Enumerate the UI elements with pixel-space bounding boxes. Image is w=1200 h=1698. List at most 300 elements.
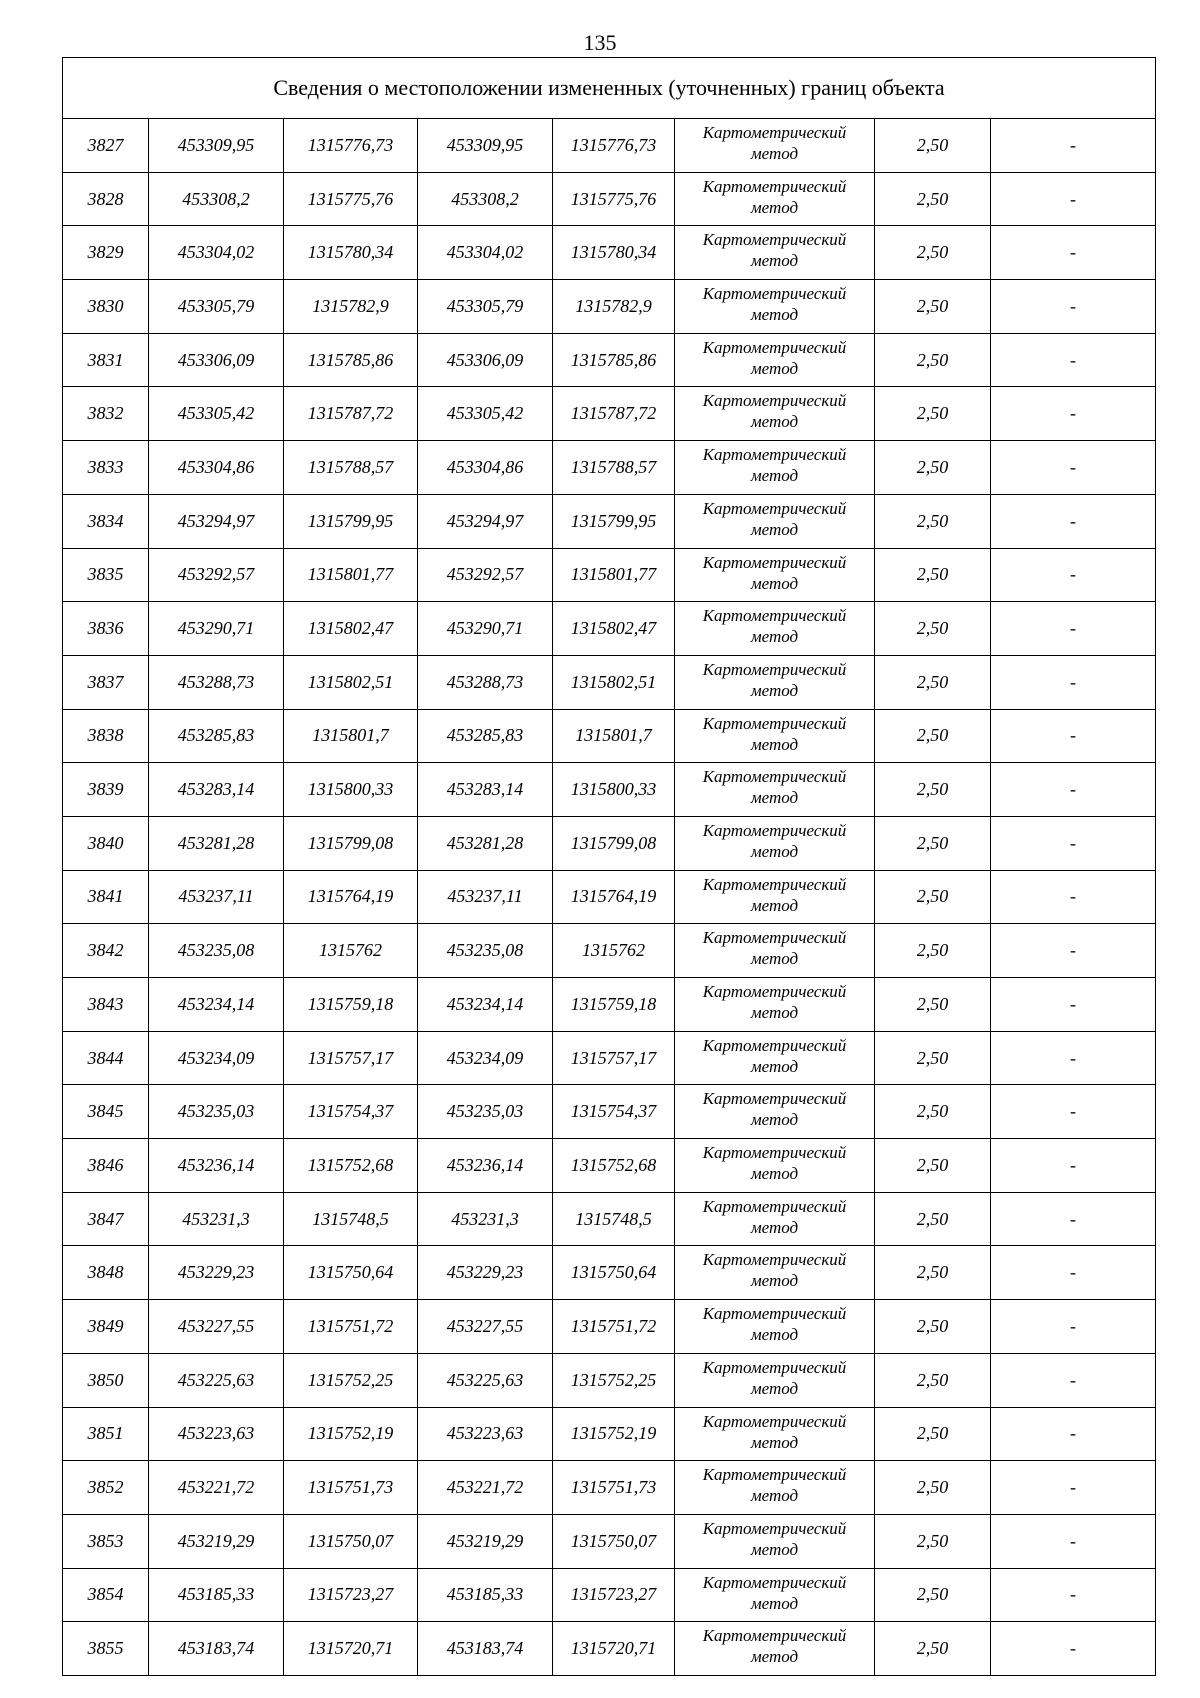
x-refined-cell: 453183,74 <box>418 1622 553 1676</box>
accuracy-cell: 2,50 <box>875 1031 991 1085</box>
method-line-2: метод <box>750 1217 799 1237</box>
method-cell <box>675 280 875 334</box>
y-existing-cell: 1315775,76 <box>284 172 418 226</box>
method-cell <box>675 816 875 870</box>
method-cell <box>675 333 875 387</box>
point-number-cell: 3854 <box>63 1568 149 1622</box>
method-line-2: метод <box>750 1432 799 1452</box>
table-title-row <box>63 58 1156 119</box>
y-existing-cell: 1315788,57 <box>284 441 418 495</box>
method-line-2: метод <box>750 412 799 432</box>
description-cell: - <box>991 602 1156 656</box>
x-refined-cell: 453304,02 <box>418 226 553 280</box>
x-refined-cell: 453306,09 <box>418 333 553 387</box>
accuracy-cell: 2,50 <box>875 1246 991 1300</box>
description-cell: - <box>991 1568 1156 1622</box>
method-line-2: метод <box>750 895 799 915</box>
description-cell: - <box>991 816 1156 870</box>
x-existing-cell: 453234,14 <box>149 978 284 1032</box>
x-refined-cell: 453292,57 <box>418 548 553 602</box>
description-cell: - <box>991 387 1156 441</box>
x-refined-cell: 453221,72 <box>418 1461 553 1515</box>
accuracy-cell: 2,50 <box>875 763 991 817</box>
point-number-cell: 3829 <box>63 226 149 280</box>
x-refined-cell: 453308,2 <box>418 172 553 226</box>
point-number-cell: 3848 <box>63 1246 149 1300</box>
description-cell: - <box>991 548 1156 602</box>
method-cell <box>675 1514 875 1568</box>
method-line-1: Картометрический <box>702 606 847 626</box>
x-refined-cell: 453236,14 <box>418 1139 553 1193</box>
x-existing-cell: 453308,2 <box>149 172 284 226</box>
x-refined-cell: 453234,14 <box>418 978 553 1032</box>
table-row <box>63 333 1156 387</box>
x-refined-cell: 453283,14 <box>418 763 553 817</box>
method-line-2: метод <box>750 627 799 647</box>
description-cell: - <box>991 763 1156 817</box>
y-refined-cell: 1315752,25 <box>553 1353 675 1407</box>
table-row <box>63 1622 1156 1676</box>
description-cell: - <box>991 1514 1156 1568</box>
method-line-1: Картометрический <box>702 391 847 411</box>
accuracy-cell: 2,50 <box>875 1192 991 1246</box>
x-existing-cell: 453281,28 <box>149 816 284 870</box>
method-line-1: Картометрический <box>702 337 847 357</box>
description-cell: - <box>991 1407 1156 1461</box>
method-line-1: Картометрический <box>702 1089 847 1109</box>
y-existing-cell: 1315787,72 <box>284 387 418 441</box>
method-line-1: Картометрический <box>702 1304 847 1324</box>
y-existing-cell: 1315799,08 <box>284 816 418 870</box>
y-refined-cell: 1315787,72 <box>553 387 675 441</box>
method-cell <box>675 870 875 924</box>
x-existing-cell: 453236,14 <box>149 1139 284 1193</box>
x-existing-cell: 453306,09 <box>149 333 284 387</box>
method-line-1: Картометрический <box>702 1196 847 1216</box>
y-refined-cell: 1315759,18 <box>553 978 675 1032</box>
point-number-cell: 3851 <box>63 1407 149 1461</box>
description-cell: - <box>991 1300 1156 1354</box>
x-refined-cell: 453231,3 <box>418 1192 553 1246</box>
accuracy-cell: 2,50 <box>875 333 991 387</box>
x-existing-cell: 453221,72 <box>149 1461 284 1515</box>
x-refined-cell: 453285,83 <box>418 709 553 763</box>
accuracy-cell: 2,50 <box>875 1300 991 1354</box>
description-cell: - <box>991 1246 1156 1300</box>
y-existing-cell: 1315759,18 <box>284 978 418 1032</box>
accuracy-cell: 2,50 <box>875 978 991 1032</box>
method-cell <box>675 548 875 602</box>
x-existing-cell: 453183,74 <box>149 1622 284 1676</box>
method-cell <box>675 978 875 1032</box>
y-existing-cell: 1315754,37 <box>284 1085 418 1139</box>
x-refined-cell: 453294,97 <box>418 494 553 548</box>
method-cell <box>675 1031 875 1085</box>
table-row <box>63 548 1156 602</box>
x-refined-cell: 453234,09 <box>418 1031 553 1085</box>
method-line-2: метод <box>750 949 799 969</box>
point-number-cell: 3850 <box>63 1353 149 1407</box>
table-row <box>63 655 1156 709</box>
description-cell: - <box>991 655 1156 709</box>
y-existing-cell: 1315751,73 <box>284 1461 418 1515</box>
table-row <box>63 1246 1156 1300</box>
method-line-2: метод <box>750 680 799 700</box>
point-number-cell: 3828 <box>63 172 149 226</box>
accuracy-cell: 2,50 <box>875 816 991 870</box>
table-row <box>63 1514 1156 1568</box>
x-refined-cell: 453219,29 <box>418 1514 553 1568</box>
y-refined-cell: 1315782,9 <box>553 280 675 334</box>
method-cell <box>675 172 875 226</box>
method-cell <box>675 1568 875 1622</box>
x-refined-cell: 453227,55 <box>418 1300 553 1354</box>
method-line-1: Картометрический <box>702 284 847 304</box>
description-cell: - <box>991 441 1156 495</box>
y-existing-cell: 1315757,17 <box>284 1031 418 1085</box>
y-existing-cell: 1315782,9 <box>284 280 418 334</box>
x-existing-cell: 453304,86 <box>149 441 284 495</box>
description-cell: - <box>991 494 1156 548</box>
x-existing-cell: 453227,55 <box>149 1300 284 1354</box>
method-line-1: Картометрический <box>702 1572 847 1592</box>
point-number-cell: 3842 <box>63 924 149 978</box>
description-cell: - <box>991 1031 1156 1085</box>
accuracy-cell: 2,50 <box>875 1622 991 1676</box>
point-number-cell: 3844 <box>63 1031 149 1085</box>
method-line-1: Картометрический <box>702 230 847 250</box>
x-existing-cell: 453234,09 <box>149 1031 284 1085</box>
y-refined-cell: 1315750,64 <box>553 1246 675 1300</box>
accuracy-cell: 2,50 <box>875 441 991 495</box>
table-row <box>63 1353 1156 1407</box>
description-cell: - <box>991 280 1156 334</box>
description-cell: - <box>991 226 1156 280</box>
method-line-2: метод <box>750 251 799 271</box>
method-line-1: Картометрический <box>702 123 847 142</box>
method-line-2: метод <box>750 1056 799 1076</box>
method-line-2: метод <box>750 197 799 217</box>
accuracy-cell: 2,50 <box>875 870 991 924</box>
y-refined-cell: 1315785,86 <box>553 333 675 387</box>
method-cell <box>675 1407 875 1461</box>
accuracy-cell: 2,50 <box>875 1139 991 1193</box>
y-existing-cell: 1315799,95 <box>284 494 418 548</box>
table-row <box>63 1192 1156 1246</box>
method-cell <box>675 1139 875 1193</box>
method-line-1: Картометрический <box>702 767 847 787</box>
description-cell: - <box>991 1085 1156 1139</box>
x-refined-cell: 453288,73 <box>418 655 553 709</box>
x-existing-cell: 453290,71 <box>149 602 284 656</box>
accuracy-cell: 2,50 <box>875 1514 991 1568</box>
point-number-cell: 3833 <box>63 441 149 495</box>
method-line-2: метод <box>750 1164 799 1184</box>
accuracy-cell: 2,50 <box>875 1568 991 1622</box>
y-refined-cell: 1315799,95 <box>553 494 675 548</box>
method-line-1: Картометрический <box>702 445 847 465</box>
x-refined-cell: 453223,63 <box>418 1407 553 1461</box>
point-number-cell: 3845 <box>63 1085 149 1139</box>
accuracy-cell: 2,50 <box>875 172 991 226</box>
accuracy-cell: 2,50 <box>875 280 991 334</box>
method-line-1: Картометрический <box>702 1411 847 1431</box>
method-cell <box>675 602 875 656</box>
method-cell <box>675 1246 875 1300</box>
method-line-2: метод <box>750 305 799 325</box>
x-existing-cell: 453219,29 <box>149 1514 284 1568</box>
y-existing-cell: 1315752,25 <box>284 1353 418 1407</box>
y-refined-cell: 1315750,07 <box>553 1514 675 1568</box>
method-line-1: Картометрический <box>702 982 847 1001</box>
table-row <box>63 602 1156 656</box>
point-number-cell: 3855 <box>63 1622 149 1676</box>
point-number-cell: 3839 <box>63 763 149 817</box>
x-refined-cell: 453229,23 <box>418 1246 553 1300</box>
x-existing-cell: 453185,33 <box>149 1568 284 1622</box>
method-line-1: Картометрический <box>702 874 847 894</box>
method-line-2: метод <box>750 841 799 861</box>
method-cell <box>675 924 875 978</box>
x-existing-cell: 453225,63 <box>149 1353 284 1407</box>
table-row <box>63 924 1156 978</box>
method-line-1: Картометрический <box>702 1465 847 1485</box>
method-line-2: метод <box>750 519 799 539</box>
x-refined-cell: 453305,42 <box>418 387 553 441</box>
method-cell <box>675 1461 875 1515</box>
description-cell: - <box>991 119 1156 173</box>
accuracy-cell: 2,50 <box>875 548 991 602</box>
method-cell <box>675 441 875 495</box>
description-cell: - <box>991 978 1156 1032</box>
x-refined-cell: 453304,86 <box>418 441 553 495</box>
y-refined-cell: 1315801,7 <box>553 709 675 763</box>
x-refined-cell: 453309,95 <box>418 119 553 173</box>
y-refined-cell: 1315752,68 <box>553 1139 675 1193</box>
accuracy-cell: 2,50 <box>875 655 991 709</box>
method-line-2: метод <box>750 466 799 486</box>
y-refined-cell: 1315764,19 <box>553 870 675 924</box>
description-cell: - <box>991 1461 1156 1515</box>
y-existing-cell: 1315750,64 <box>284 1246 418 1300</box>
x-existing-cell: 453231,3 <box>149 1192 284 1246</box>
table-row <box>63 978 1156 1032</box>
y-existing-cell: 1315800,33 <box>284 763 418 817</box>
accuracy-cell: 2,50 <box>875 1085 991 1139</box>
method-cell <box>675 655 875 709</box>
method-line-2: метод <box>750 358 799 378</box>
description-cell: - <box>991 333 1156 387</box>
y-refined-cell: 1315762 <box>553 924 675 978</box>
table-row <box>63 1031 1156 1085</box>
method-line-1: Картометрический <box>702 713 847 733</box>
method-line-1: Картометрический <box>702 498 847 518</box>
method-line-1: Картометрический <box>702 1518 847 1538</box>
y-refined-cell: 1315776,73 <box>553 119 675 173</box>
description-cell: - <box>991 709 1156 763</box>
x-existing-cell: 453229,23 <box>149 1246 284 1300</box>
method-line-2: метод <box>750 1271 799 1291</box>
table-row <box>63 226 1156 280</box>
table-row <box>63 1300 1156 1354</box>
accuracy-cell: 2,50 <box>875 226 991 280</box>
x-refined-cell: 453290,71 <box>418 602 553 656</box>
accuracy-cell: 2,50 <box>875 494 991 548</box>
x-refined-cell: 453235,08 <box>418 924 553 978</box>
x-existing-cell: 453237,11 <box>149 870 284 924</box>
x-existing-cell: 453223,63 <box>149 1407 284 1461</box>
table-row <box>63 280 1156 334</box>
method-line-1: Картометрический <box>702 820 847 840</box>
y-refined-cell: 1315723,27 <box>553 1568 675 1622</box>
y-refined-cell: 1315788,57 <box>553 441 675 495</box>
method-line-2: метод <box>750 1325 799 1345</box>
method-line-2: метод <box>750 1110 799 1130</box>
x-existing-cell: 453294,97 <box>149 494 284 548</box>
x-existing-cell: 453305,79 <box>149 280 284 334</box>
point-number-cell: 3846 <box>63 1139 149 1193</box>
point-number-cell: 3847 <box>63 1192 149 1246</box>
description-cell: - <box>991 870 1156 924</box>
method-line-2: метод <box>750 734 799 754</box>
y-refined-cell: 1315751,73 <box>553 1461 675 1515</box>
table-row <box>63 172 1156 226</box>
y-existing-cell: 1315752,68 <box>284 1139 418 1193</box>
x-refined-cell: 453185,33 <box>418 1568 553 1622</box>
x-existing-cell: 453283,14 <box>149 763 284 817</box>
method-line-1: Картометрический <box>702 928 847 948</box>
y-existing-cell: 1315723,27 <box>284 1568 418 1622</box>
accuracy-cell: 2,50 <box>875 387 991 441</box>
method-line-1: Картометрический <box>702 176 847 196</box>
y-refined-cell: 1315800,33 <box>553 763 675 817</box>
table-row <box>63 1085 1156 1139</box>
y-existing-cell: 1315748,5 <box>284 1192 418 1246</box>
point-number-cell: 3834 <box>63 494 149 548</box>
table-row <box>63 494 1156 548</box>
accuracy-cell: 2,50 <box>875 1461 991 1515</box>
method-line-2: метод <box>750 1647 799 1667</box>
y-existing-cell: 1315751,72 <box>284 1300 418 1354</box>
accuracy-cell: 2,50 <box>875 924 991 978</box>
point-number-cell: 3841 <box>63 870 149 924</box>
method-cell <box>675 1085 875 1139</box>
y-existing-cell: 1315802,47 <box>284 602 418 656</box>
method-line-1: Картометрический <box>702 552 847 572</box>
point-number-cell: 3843 <box>63 978 149 1032</box>
table-row <box>63 119 1156 173</box>
table-row <box>63 816 1156 870</box>
method-line-2: метод <box>750 1378 799 1398</box>
y-existing-cell: 1315762 <box>284 924 418 978</box>
y-refined-cell: 1315799,08 <box>553 816 675 870</box>
method-cell <box>675 1353 875 1407</box>
x-existing-cell: 453288,73 <box>149 655 284 709</box>
method-line-2: метод <box>750 1539 799 1559</box>
x-existing-cell: 453309,95 <box>149 119 284 173</box>
x-existing-cell: 453235,08 <box>149 924 284 978</box>
y-refined-cell: 1315775,76 <box>553 172 675 226</box>
point-number-cell: 3853 <box>63 1514 149 1568</box>
y-existing-cell: 1315720,71 <box>284 1622 418 1676</box>
y-refined-cell: 1315752,19 <box>553 1407 675 1461</box>
method-cell <box>675 709 875 763</box>
x-existing-cell: 453235,03 <box>149 1085 284 1139</box>
x-refined-cell: 453237,11 <box>418 870 553 924</box>
point-number-cell: 3827 <box>63 119 149 173</box>
table-row <box>63 1407 1156 1461</box>
y-refined-cell: 1315748,5 <box>553 1192 675 1246</box>
method-line-2: метод <box>750 1003 799 1022</box>
point-number-cell: 3830 <box>63 280 149 334</box>
x-existing-cell: 453304,02 <box>149 226 284 280</box>
y-refined-cell: 1315720,71 <box>553 1622 675 1676</box>
y-existing-cell: 1315801,7 <box>284 709 418 763</box>
y-refined-cell: 1315757,17 <box>553 1031 675 1085</box>
description-cell: - <box>991 1139 1156 1193</box>
y-refined-cell: 1315802,47 <box>553 602 675 656</box>
point-number-cell: 3849 <box>63 1300 149 1354</box>
table-row <box>63 1139 1156 1193</box>
page-number: 135 <box>583 30 617 55</box>
point-number-cell: 3837 <box>63 655 149 709</box>
method-line-2: метод <box>750 1593 799 1613</box>
point-number-cell: 3832 <box>63 387 149 441</box>
x-refined-cell: 453235,03 <box>418 1085 553 1139</box>
y-refined-cell: 1315801,77 <box>553 548 675 602</box>
method-line-2: метод <box>750 144 799 163</box>
x-refined-cell: 453281,28 <box>418 816 553 870</box>
table-row <box>63 1461 1156 1515</box>
table-row <box>63 441 1156 495</box>
y-existing-cell: 1315785,86 <box>284 333 418 387</box>
method-cell <box>675 494 875 548</box>
method-cell <box>675 1300 875 1354</box>
x-existing-cell: 453285,83 <box>149 709 284 763</box>
table-row <box>63 763 1156 817</box>
accuracy-cell: 2,50 <box>875 119 991 173</box>
y-existing-cell: 1315776,73 <box>284 119 418 173</box>
method-line-2: метод <box>750 1486 799 1506</box>
method-cell <box>675 226 875 280</box>
table-row <box>63 870 1156 924</box>
method-cell <box>675 119 875 173</box>
accuracy-cell: 2,50 <box>875 709 991 763</box>
y-existing-cell: 1315750,07 <box>284 1514 418 1568</box>
y-refined-cell: 1315754,37 <box>553 1085 675 1139</box>
accuracy-cell: 2,50 <box>875 602 991 656</box>
table-row <box>63 709 1156 763</box>
point-number-cell: 3838 <box>63 709 149 763</box>
method-cell <box>675 1622 875 1676</box>
y-refined-cell: 1315780,34 <box>553 226 675 280</box>
y-refined-cell: 1315751,72 <box>553 1300 675 1354</box>
y-existing-cell: 1315780,34 <box>284 226 418 280</box>
accuracy-cell: 2,50 <box>875 1407 991 1461</box>
point-number-cell: 3831 <box>63 333 149 387</box>
method-line-2: метод <box>750 788 799 808</box>
description-cell: - <box>991 1192 1156 1246</box>
method-cell <box>675 763 875 817</box>
table-title: Сведения о местоположении измененных (уточненных) границ объекта <box>63 58 1156 119</box>
y-existing-cell: 1315801,77 <box>284 548 418 602</box>
point-number-cell: 3835 <box>63 548 149 602</box>
method-line-1: Картометрический <box>702 1626 847 1646</box>
accuracy-cell: 2,50 <box>875 1353 991 1407</box>
table-row <box>63 1568 1156 1622</box>
x-refined-cell: 453305,79 <box>418 280 553 334</box>
method-line-2: метод <box>750 573 799 593</box>
